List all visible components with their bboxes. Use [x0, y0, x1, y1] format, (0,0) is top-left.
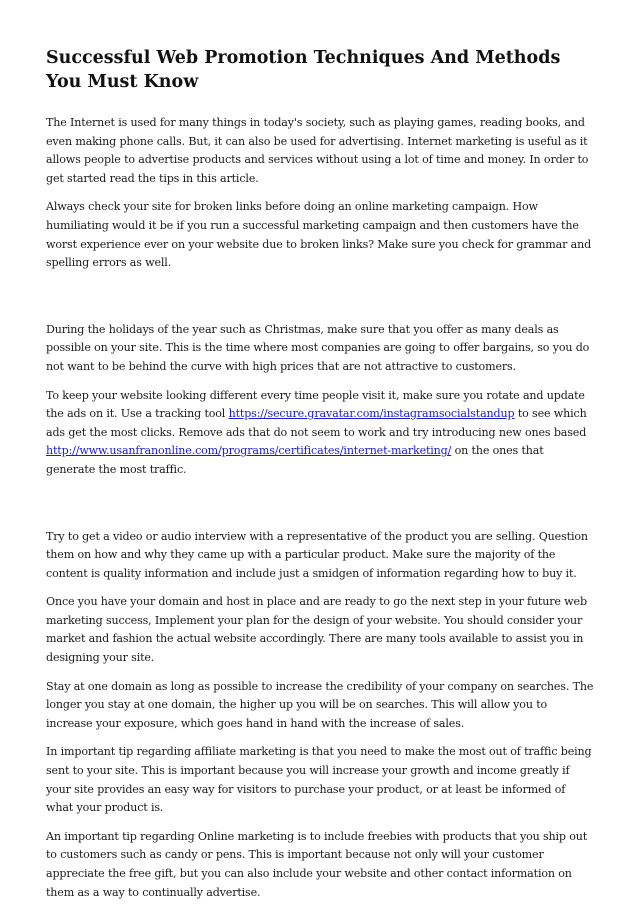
paragraph-text: To keep your website looking different every time people visit it, make sure you rotate and update the ads on it. Use a tracking tool [46, 388, 585, 421]
paragraph-intro: The Internet is used for many things in today's society, such as playing games, reading books, and even making phone calls. But, it can also be used for advertising. Internet marketing is useful as it allows people to advertise products and services without using a lot of time and money. In order to get started read the tips in this article. [46, 116, 589, 185]
document-page [46, 46, 594, 912]
blank-gap [46, 490, 594, 528]
paragraph-text: to see which ads get the most clicks. Remove ads that do not seem to work and try introducing new ones based [46, 407, 587, 439]
gravatar-link[interactable]: https://secure.gravatar.com/instagramsocialstandup [228, 407, 515, 421]
paragraph-holidays: During the holidays of the year such as Christmas, make sure that you offer as many deals as possible on your site. This is the time where most companies are going to offer bargains, so you do not want to be behind the curve with high prices that are not attractive to customers. [46, 322, 590, 373]
paragraph-freebies: An important tip regarding Online marketing is to include freebies with products that you ship out to customers such as candy or pens. This is important because not only will your customer appreciate the free gift, but you can also include your website and other contact information on them as a way to continually advertise. [46, 829, 588, 899]
article-title: Successful Web Promotion Techniques And Methods You Must Know [46, 48, 561, 92]
paragraph-rotate-ads [46, 387, 594, 480]
paragraph-domain-host: Once you have your domain and host in place and are ready to go the next step in your future web marketing success, Implement your plan for the design of your website. You should consider your market and fashion the actual website accordingly. There are many tools available to assist you in designing your site. [46, 595, 587, 665]
paragraph-broken-links: Always check your site for broken links before doing an online marketing campaign. How humiliating would it be if you run a successful marketing campaign and then customers have the worst experience ever on your website due to broken links? Make sure you check for grammar and spelling errors as well. [46, 200, 592, 270]
paragraph-affiliate: In important tip regarding affiliate marketing is that you need to make the most out of traffic being sent to your site. This is important because you will increase your growth and income greatly if your site provides an easy way for visitors to purchase your product, or at least be informed of what your product is. [46, 745, 592, 815]
paragraph-text: on the ones that generate the most traffic. [46, 444, 544, 476]
blank-gap [46, 283, 594, 321]
usanfranonline-link[interactable]: http://www.usanfranonline.com/programs/certificates/internet-marketing/ [46, 444, 452, 458]
paragraph-interview: Try to get a video or audio interview with a representative of the product you are selling. Question them on how and why they came up with a particular product. Make sure the majority of the content is quality information and include just a smidgen of information regarding how to buy it. [46, 529, 588, 580]
paragraph-one-domain: Stay at one domain as long as possible to increase the credibility of your company on searches. The longer you stay at one domain, the higher up you will be on searches. This will allow you to increase your exposure, which goes hand in hand with the increase of sales. [46, 679, 594, 730]
